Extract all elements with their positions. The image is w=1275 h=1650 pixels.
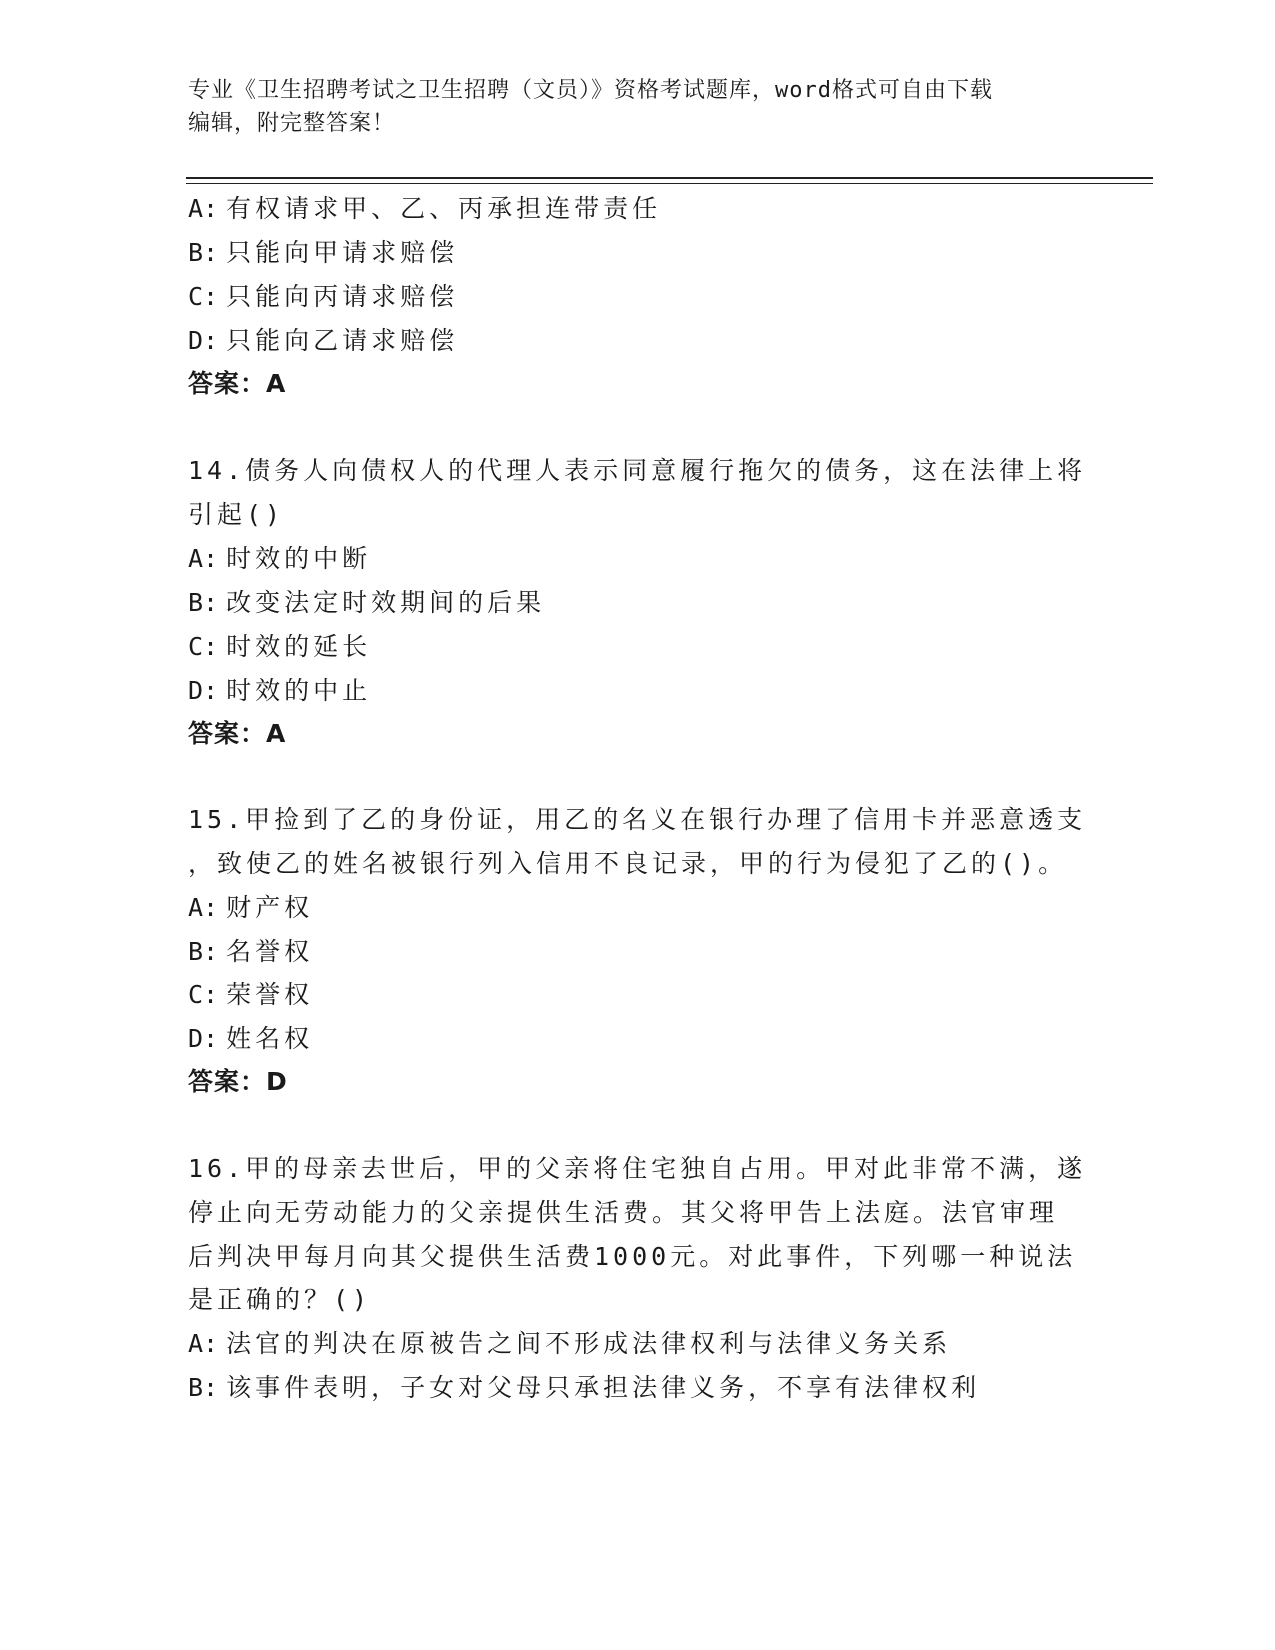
q13-option-c: C: 只能向丙请求赔偿 — [188, 282, 459, 311]
q14-stem-line-1: 14.债务人向债权人的代理人表示同意履行拖欠的债务，这在法律上将 — [188, 456, 1087, 485]
q14-option-a: A: 时效的中断 — [188, 544, 372, 573]
q13-option-b: B: 只能向甲请求赔偿 — [188, 238, 459, 267]
q13-option-d: D: 只能向乙请求赔偿 — [188, 326, 459, 355]
header-divider-thin — [186, 183, 1153, 184]
q15-stem-line-2: ，致使乙的姓名被银行列入信用不良记录，甲的行为侵犯了乙的()。 — [188, 849, 1068, 878]
q15-answer: 答案：D — [188, 1067, 288, 1096]
q15-option-c: C: 荣誉权 — [188, 980, 314, 1009]
document-header — [188, 74, 1088, 140]
q16-option-a: A: 法官的判决在原被告之间不形成法律权利与法律义务关系 — [188, 1329, 952, 1358]
q14-answer: 答案：A — [188, 719, 287, 748]
q16-stem-line-2: 停止向无劳动能力的父亲提供生活费。其父将甲告上法庭。法官审理 — [188, 1198, 1059, 1227]
q15-option-a: A: 财产权 — [188, 893, 314, 922]
q14-option-c: C: 时效的延长 — [188, 632, 372, 661]
q14-option-b: B: 改变法定时效期间的后果 — [188, 588, 546, 617]
q16-stem-line-3: 后判决甲每月向其父提供生活费1000元。对此事件，下列哪一种说法 — [188, 1242, 1077, 1271]
q16-stem-line-4: 是正确的？() — [188, 1285, 372, 1314]
q14-stem-line-2: 引起() — [188, 500, 285, 529]
q13-option-a: A: 有权请求甲、乙、丙承担连带责任 — [188, 194, 662, 223]
q13-answer: 答案：A — [188, 369, 287, 398]
q15-option-b: B: 名誉权 — [188, 937, 314, 966]
q15-option-d: D: 姓名权 — [188, 1024, 314, 1053]
header-line-1: 专业《卫生招聘考试之卫生招聘（文员）》资格考试题库，word格式可自由下载 — [188, 78, 993, 103]
q15-stem-line-1: 15.甲捡到了乙的身份证，用乙的名义在银行办理了信用卡并恶意透支 — [188, 805, 1087, 834]
q14-option-d: D: 时效的中止 — [188, 676, 372, 705]
q16-stem-line-1: 16.甲的母亲去世后，甲的父亲将住宅独自占用。甲对此非常不满，遂 — [188, 1154, 1087, 1183]
header-divider-thick — [186, 177, 1153, 179]
header-line-2: 编辑，附完整答案！ — [188, 111, 396, 136]
q16-option-b: B: 该事件表明，子女对父母只承担法律义务，不享有法律权利 — [188, 1373, 981, 1402]
